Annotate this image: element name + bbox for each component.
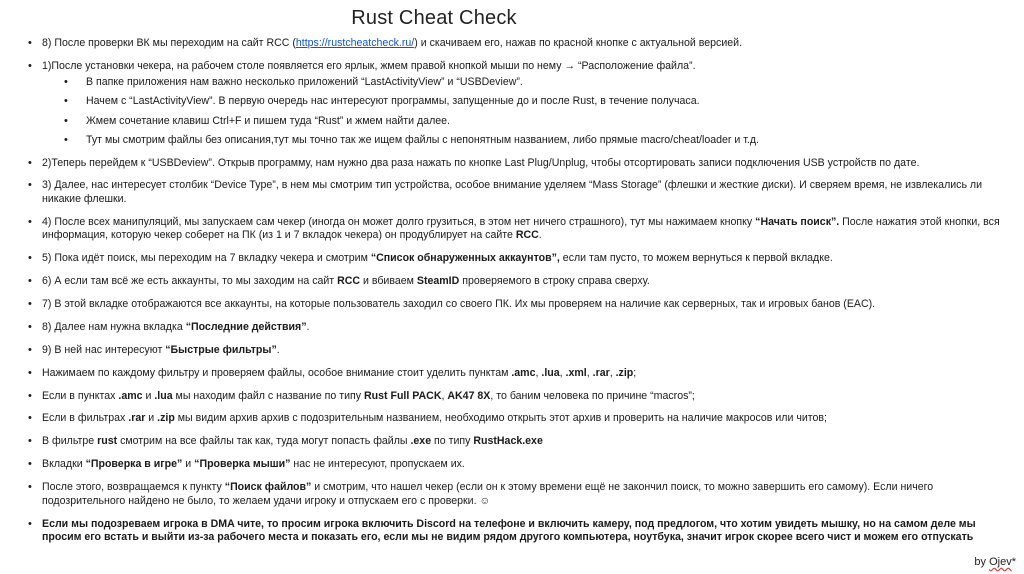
text-run: После нажатия этой кнопки, вся информация, которую чекер соберет на ПК (из 1 и 7 вкладок чекера) он продублирует на сайте bbox=[42, 215, 1000, 242]
sub-list-item bbox=[42, 95, 1018, 109]
list-item bbox=[28, 60, 1018, 147]
text-run: , bbox=[609, 366, 616, 379]
bold-text: .exe bbox=[410, 435, 432, 448]
sub-list-item bbox=[42, 134, 1018, 148]
text-run: Нажимаем по каждому фильтру и проверяем файлы, особое внимание стоит уделить пунктам bbox=[42, 366, 512, 379]
text-run: Вкладки bbox=[42, 458, 86, 471]
list-item bbox=[28, 435, 1018, 449]
text-run: После этого, возвращаемся к пункту bbox=[42, 481, 225, 494]
list-item bbox=[28, 458, 1018, 472]
list-item bbox=[28, 298, 1018, 312]
text-run: В папке приложения нам важно несколько приложений “LastActivityView” и “USBDeview”. bbox=[86, 76, 523, 89]
list-item bbox=[28, 37, 1018, 51]
text-run: Если в пунктах bbox=[42, 389, 119, 402]
list-item bbox=[28, 518, 1018, 545]
bold-text: .zip bbox=[157, 412, 175, 425]
text-run: 5) Пока идёт поиск, мы переходим на 7 вкладку чекера и смотрим bbox=[42, 252, 371, 265]
text-run: и вбиваем bbox=[360, 275, 417, 288]
text-run: , bbox=[586, 366, 593, 379]
bold-text: .zip bbox=[615, 366, 634, 379]
text-run: если там пусто, то можем вернуться к первой вкладке. bbox=[559, 252, 833, 265]
author-signature: by Ojev* bbox=[974, 556, 1016, 568]
bold-text: .amc bbox=[511, 366, 536, 379]
list-item bbox=[28, 344, 1018, 358]
text-run: , bbox=[441, 389, 448, 402]
bold-text: rust bbox=[97, 435, 118, 448]
text-run: 4) После всех манипуляций, мы запускаем сам чекер (иногда он может долго грузиться, в этом нет ничего страшного), тут мы нажимаем кнопку bbox=[42, 215, 756, 228]
list-item bbox=[28, 367, 1018, 381]
list-item bbox=[28, 157, 1018, 171]
bold-text: .lua bbox=[154, 389, 173, 402]
text-run: 6) А если там всё же есть аккаунты, то мы заходим на сайт bbox=[42, 275, 338, 288]
bold-text: .amc bbox=[118, 389, 143, 402]
text-run: , то баним человека по причине “macros”; bbox=[490, 389, 695, 402]
bold-text: “Последние действия” bbox=[185, 320, 307, 333]
bold-text: Если мы подозреваем игрока в DMA чите, то просим игрока включить Discord на телефоне и включить камеру, под предлогом, что хотим увидеть мышку, но на самом деле мы просим его встать и выйти из-за рабочего места и показать его, если мы не видим рядом другого компьютера, ноутбука, значит игрок скорее всего чист и можем его отпускать bbox=[42, 517, 976, 544]
list-item bbox=[28, 179, 1018, 206]
text-run: 8) Далее нам нужна вкладка bbox=[42, 320, 186, 333]
text-run: 8) После проверки ВК мы переходим на сайт RCC ( bbox=[42, 37, 296, 49]
sub-list-item bbox=[42, 115, 1018, 129]
list-item bbox=[28, 275, 1018, 289]
bold-text: “Проверка в игре” bbox=[85, 458, 183, 471]
text-run: 1)После установки чекера, на рабочем столе появляется его ярлык, жмем правой кнопкой мыши по нему → “Расположение файла”. bbox=[42, 59, 696, 72]
rcc-site-link[interactable]: https://rustcheatcheck.ru/ bbox=[295, 37, 415, 49]
text-run: 3) Далее, нас интересует столбик “Device Type”, в нем мы смотрим тип устройства, особое внимание уделяем “Mass Storage” (флешки и жесткие диски). И сверяем время, не извлекались ли никакие флешки. bbox=[42, 179, 983, 205]
instruction-list bbox=[28, 37, 1018, 554]
text-run: Тут мы смотрим файлы без описания,тут мы точно так же ищем файлы с непонятным названием, либо прямые macro/cheat/loader и т.д. bbox=[86, 133, 759, 146]
list-item bbox=[28, 481, 1018, 508]
list-item bbox=[28, 321, 1018, 335]
bold-text: .xml bbox=[565, 366, 587, 379]
text-run: и bbox=[145, 412, 158, 425]
list-item bbox=[28, 390, 1018, 404]
sub-list bbox=[42, 76, 1018, 147]
text-run: В фильтре bbox=[42, 435, 98, 448]
text-run: Жмем сочетание клавиш Ctrl+F и пишем туда “Rust” и жмем найти далее. bbox=[86, 114, 450, 127]
text-run: проверяемого в строку справа сверху. bbox=[459, 275, 650, 288]
text-run: . bbox=[276, 343, 280, 356]
text-run: 9) В ней нас интересуют bbox=[42, 343, 166, 356]
bold-text: .rar bbox=[592, 366, 610, 379]
bold-text: RCC bbox=[515, 229, 539, 242]
list-item bbox=[28, 216, 1018, 243]
text-run: 7) В этой вкладке отображаются все аккаунты, на которые пользователь заходил со своего ПК. Их мы проверяем на наличие как серверных, так и игровых банов (EAC). bbox=[42, 298, 876, 311]
text-run: . bbox=[538, 229, 542, 242]
bold-text: SteamID bbox=[416, 275, 460, 288]
bold-text: RCC bbox=[337, 275, 361, 288]
bold-text: “Проверка мыши” bbox=[194, 458, 291, 471]
text-run: по типу bbox=[431, 435, 474, 448]
bold-text: “Быстрые фильтры” bbox=[165, 343, 277, 356]
page-title: Rust Cheat Check bbox=[351, 7, 517, 29]
bold-text: AK47 8X bbox=[447, 389, 491, 402]
sub-list-item bbox=[42, 76, 1018, 90]
bold-text: Rust Full PACK bbox=[363, 389, 442, 402]
bold-text: .rar bbox=[128, 412, 146, 425]
text-run: и bbox=[182, 458, 195, 471]
text-run: мы видим архив архив с подозрительным названием, необходимо открыть этот архив и проверить на наличие макросов или читов; bbox=[174, 412, 827, 425]
text-run: смотрим на все файлы так как, туда могут попасть файлы bbox=[117, 435, 411, 448]
bold-text: .lua bbox=[541, 366, 560, 379]
bold-text: RustHack.exe bbox=[473, 435, 543, 448]
bold-text: “Список обнаруженных аккаунтов”, bbox=[370, 252, 560, 265]
bold-text: “Поиск файлов” bbox=[224, 481, 312, 494]
text-run: 2)Теперь перейдем к “USBDeview”. Открыв программу, нам нужно два раза нажать по кнопке Last Plug/Unplug, чтобы отсортировать записи подключения USB устройств по дате. bbox=[42, 156, 920, 169]
bold-text: “Начать поиск”. bbox=[755, 215, 840, 228]
list-item bbox=[28, 412, 1018, 426]
text-run: и смотрим, что нашел чекер (если он к этому времени ещё не закончил поиск, то можно завершить его самому). Если ничего подозрительного найдено не было, то желаем удачи игроку и отпускаем его с проверки. ☺ bbox=[42, 481, 934, 507]
text-run: ) и скачиваем его, нажав по красной кнопке с актуальной версией. bbox=[414, 37, 743, 49]
text-run: и bbox=[142, 389, 155, 402]
text-run: нас не интересуют, пропускаем их. bbox=[290, 458, 465, 471]
text-run: Если в фильтрах bbox=[42, 412, 129, 425]
text-run: . bbox=[306, 320, 310, 333]
text-run: мы находим файл с название по типу bbox=[172, 389, 364, 402]
text-run: ; bbox=[633, 366, 637, 379]
list-item bbox=[28, 252, 1018, 266]
text-run: , bbox=[559, 366, 566, 379]
text-run: , bbox=[535, 366, 542, 379]
text-run: Начем с “LastActivityView”. В первую очередь нас интересуют программы, запущенные до и после Rust, в течение получаса. bbox=[86, 95, 700, 108]
